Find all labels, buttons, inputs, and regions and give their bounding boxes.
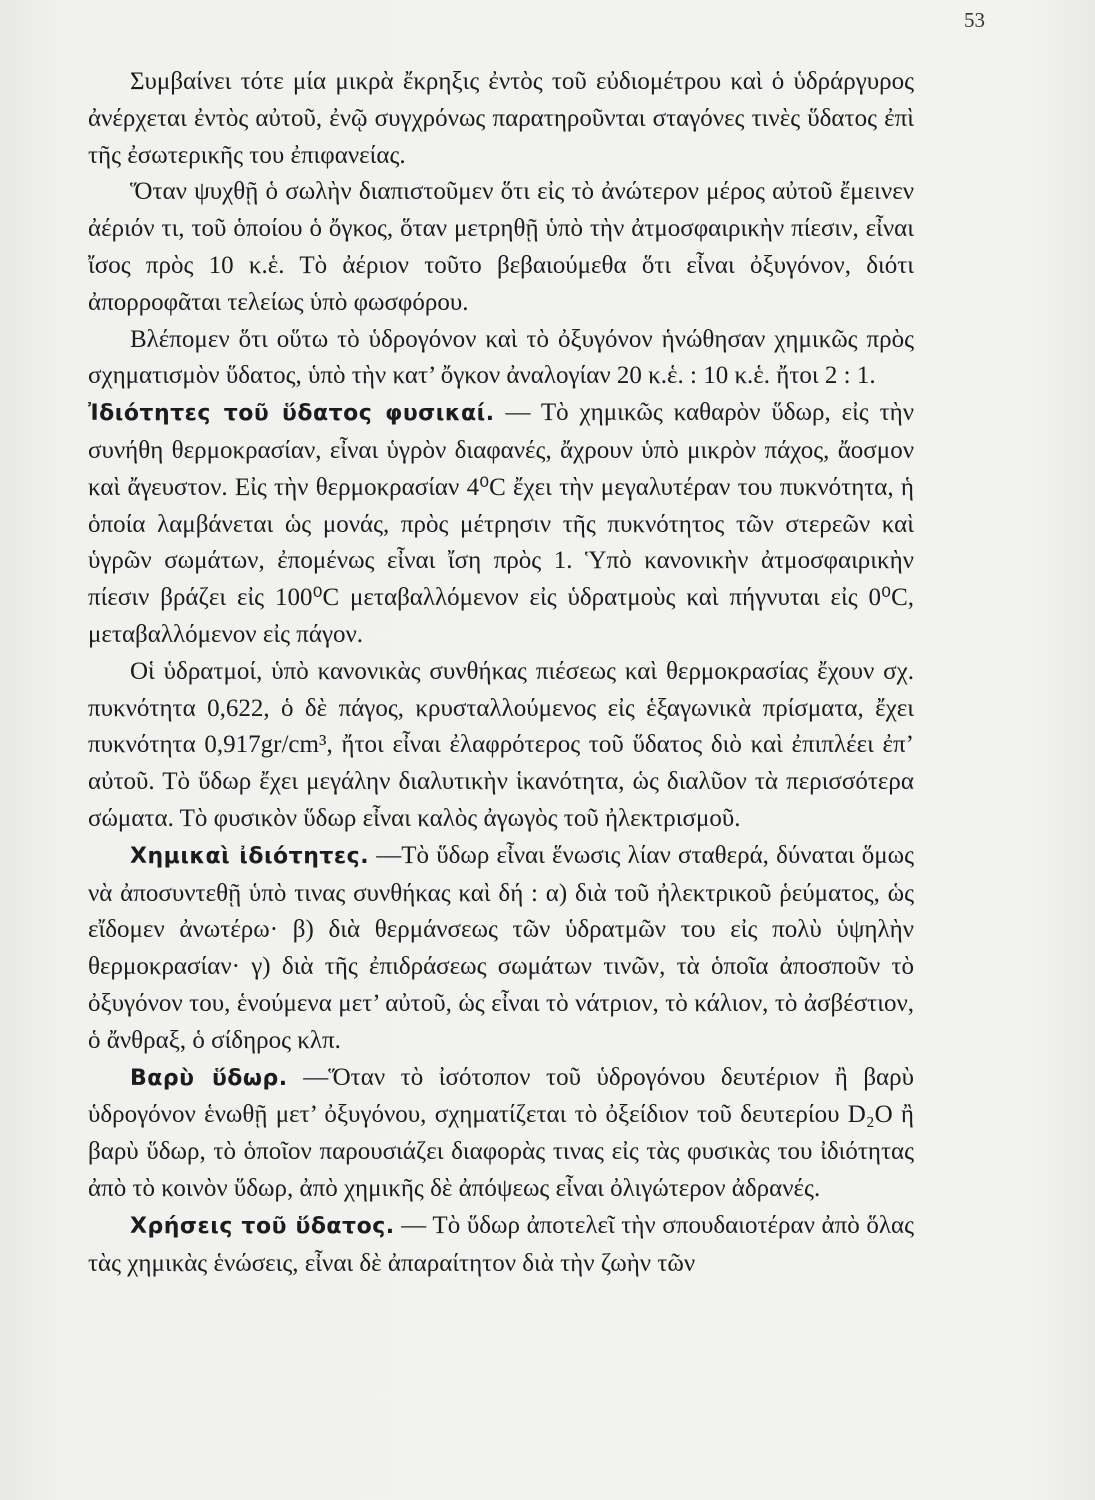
- paragraph-text: Οἱ ὑδρατμοί, ὑπὸ κανονικὰς συνθήκας πιέσεως καὶ θερμοκρασίας ἔχουν σχ. πυκνότητα 0,622, ὁ δὲ πάγος, κρυσταλλούμενος εἰς ἑξαγωνικὰ πρίσματα, ἔχει πυκνότητα 0,917gr/cm³, ἤτοι εἶναι ἐλαφρότερος τοῦ ὕδατος διὸ καὶ ἐπιπλέει ἐπ’ αὐτοῦ. Τὸ ὕδωρ ἔχει μεγάλην διαλυτικὴν ἱκανότητα, ὡς διαλῦον τὰ περισσότερα σώματα. Τὸ φυσικὸν ὕδωρ εἶναι καλὸς ἀγωγὸς τοῦ ἠλεκτρισμοῦ.: [88, 657, 914, 832]
- paragraph-explosion: [88, 64, 914, 174]
- paragraph-text: — Τὸ ὕδωρ ἀποτελεῖ τὴν σπουδαιοτέραν ἀπὸ ὅλας τὰς χημικὰς ἑνώσεις, εἶναι δὲ ἀπαραίτητον διὰ τὴν ζωὴν τῶν: [88, 1211, 914, 1277]
- paragraph-ratio: [88, 322, 914, 396]
- paragraph-text: Ὅταν ψυχθῇ ὁ σωλὴν διαπιστοῦμεν ὅτι εἰς τὸ ἀνώτερον μέρος αὐτοῦ ἔμεινεν ἀέριόν τι, τοῦ ὁποίου ὁ ὄγκος, ὅταν μετρηθῇ ὑπὸ τὴν ἀτμοσφαιρικὴν πίεσιν, εἶναι ἴσος πρὸς 10 κ.ἑ. Τὸ ἀέριον τοῦτο βεβαιούμεθα ὅτι εἶναι ὀξυγόνον, διότι ἀπορροφᾶται τελείως ὑπὸ φωσφόρου.: [88, 178, 914, 316]
- paragraph-chemical-properties: [88, 838, 914, 1060]
- paragraph-uses: [88, 1208, 914, 1283]
- paragraph-text: Βλέπομεν ὅτι οὕτω τὸ ὑδρογόνον καὶ τὸ ὀξυγόνον ἡνώθησαν χημικῶς πρὸς σχηματισμὸν ὕδατος, ὑπὸ τὴν κατ’ ὄγκον ἀναλογίαν 20 κ.ἑ. : 10 κ.ἑ. ἤτοι 2 : 1.: [88, 325, 914, 390]
- section-heading: Ἰδιότητες τοῦ ὕδατος φυσικαί.: [88, 401, 495, 427]
- paragraph-text: —Τὸ ὕδωρ εἶναι ἕνωσις λίαν σταθερά, δύναται ὅμως νὰ ἀποσυντεθῇ ὑπὸ τινας συνθήκας καὶ δή : α) διὰ τοῦ ἠλεκτρικοῦ ῥεύματος, ὡς εἴδομεν ἀνωτέρω· β) διὰ θερμάνσεως τῶν ὑδρατμῶν του εἰς πολὺ ὑψηλὴν θερμοκρασίαν· γ) διὰ τῆς ἐπιδράσεως σωμάτων τινῶν, τὰ ὁποῖα ἀποσποῦν τὸ ὀξυγόνον του, ἑνούμενα μετ’ αὐτοῦ, ὡς εἶναι τὸ νάτριον, τὸ κάλιον, τὸ ἀσβέστιον, ὁ ἄνθραξ, ὁ σίδηρος κλπ.: [88, 841, 914, 1054]
- section-heading: Χημικαὶ ἰδιότητες.: [130, 843, 370, 869]
- paragraph-text: — Τὸ χημικῶς καθαρὸν ὕδωρ, εἰς τὴν συνήθη θερμοκρασίαν, εἶναι ὑγρὸν διαφανές, ἄχρουν ὑπὸ μικρὸν πάχος, ἄοσμον καὶ ἄγευστον. Εἰς τὴν θερμοκρασίαν 4⁰C ἔχει τὴν μεγαλυτέραν του πυκνότητα, ἡ ὁποία λαμβάνεται ὡς μονάς, πρὸς μέτρησιν τῆς πυκνότητος τῶν στερεῶν καὶ ὑγρῶν σωμάτων, ἐπομένως εἶναι ἴση πρὸς 1. Ὑπὸ κανονικὴν ἀτμοσφαιρικὴν πίεσιν βράζει εἰς 100⁰C μεταβαλλόμενον εἰς ὑδρατμοὺς καὶ πήγνυται εἰς 0⁰C, μεταβαλλόμενον εἰς πάγον.: [88, 399, 914, 648]
- body-text: [88, 64, 914, 1282]
- paragraph-physical-properties: [88, 395, 914, 654]
- section-heading: Χρήσεις τοῦ ὕδατος.: [130, 1213, 395, 1239]
- section-heading: Βαρὺ ὕδωρ.: [130, 1065, 288, 1091]
- page-number: 53: [964, 8, 985, 32]
- paragraph-heavy-water: [88, 1060, 914, 1208]
- paragraph-vapor-ice: [88, 654, 914, 838]
- paragraph-text: Συμβαίνει τότε μία μικρὰ ἔκρηξις ἐντὸς τοῦ εὐδιομέτρου καὶ ὁ ὑδράργυρος ἀνέρχεται ἐντὸς αὐτοῦ, ἐνῷ συγχρόνως παρατηροῦνται σταγόνες τινὲς ὕδατος ἐπὶ τῆς ἐσωτερικῆς του ἐπιφανείας.: [88, 68, 914, 169]
- paragraph-cooling: [88, 174, 914, 321]
- paragraph-text: —Ὅταν τὸ ἰσότοπον τοῦ ὑδρογόνου δευτέριον ἢ βαρὺ ὑδρογόνον ἑνωθῇ μετ’ ὀξυγόνου, σχηματίζεται τὸ ὀξείδιον τοῦ δευτερίου D₂O ἢ βαρὺ ὕδωρ, τὸ ὁποῖον παρουσιάζει διαφορὰς τινας εἰς τὰς φυσικὰς του ἰδιότητας ἀπὸ τὸ κοινὸν ὕδωρ, ἀπὸ χημικῆς δὲ ἀπόψεως εἶναι ὀλιγώτερον ἀδρανές.: [88, 1063, 914, 1202]
